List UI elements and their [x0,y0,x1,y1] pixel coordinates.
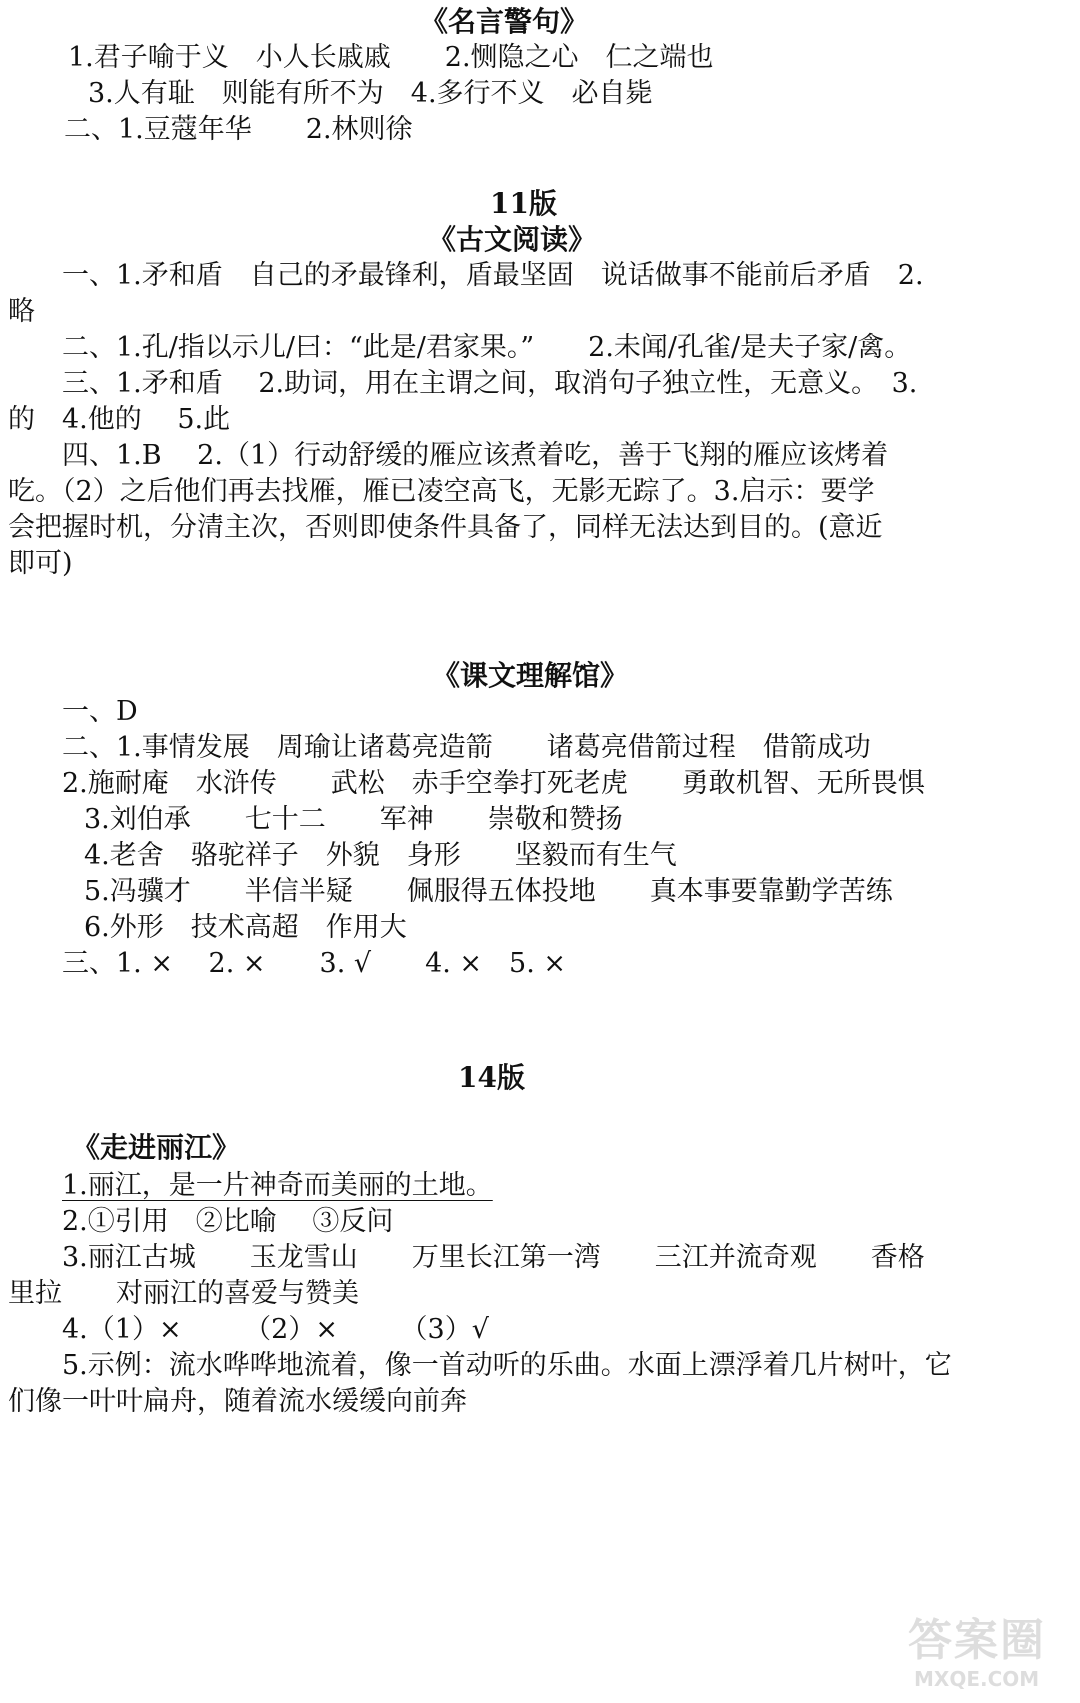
section-title-guwen: 《古文阅读》 [428,223,597,256]
section-title-kewen: 《课文理解馆》 [432,659,629,692]
answer-line: 一、D [62,696,138,727]
edition-heading-11: 11版 [490,187,557,220]
answer-line: 二、1.豆蔻年华 2.林则徐 [64,114,413,145]
answer-line: 二、1.孔/指以示儿/曰：“此是/君家果。” 2.未闻/孔雀/是夫子家/禽。 [62,332,912,363]
answer-line: 会把握时机，分清主次，否则即使条件具备了，同样无法达到目的。(意近 [8,512,883,543]
answer-line: 一、1.矛和盾 自己的矛最锋利，盾最坚固 说话做事不能前后矛盾 2. [62,260,924,291]
answer-line: 4.老舍 骆驼祥子 外貌 身形 坚毅而有生气 [84,840,677,871]
answer-line: 2.施耐庵 水浒传 武松 赤手空拳打死老虎 勇敢机智、无所畏惧 [62,768,925,799]
answer-line: 四、1.B 2.（1）行动舒缓的雁应该煮着吃，善于飞翔的雁应该烤着 [62,440,889,471]
answer-line: 4.（1）× （2）× （3）√ [62,1314,489,1345]
answer-line: 3.人有耻 则能有所不为 4.多行不义 必自毙 [88,78,653,109]
answer-line: 3.丽江古城 玉龙雪山 万里长江第一湾 三江并流奇观 香格 [62,1242,925,1273]
watermark-logo: 答案圈 [908,1615,1046,1666]
answer-line: 略 [8,296,35,327]
answer-line: 5.示例：流水哗哗地流着，像一首动听的乐曲。水面上漂浮着几片树叶，它 [62,1350,952,1381]
answer-line: 3.刘伯承 七十二 军神 崇敬和赞扬 [84,804,623,835]
answer-line: 二、1.事情发展 周瑜让诸葛亮造箭 诸葛亮借箭过程 借箭成功 [62,732,871,763]
watermark-url: MXQE.COM [914,1667,1040,1691]
section-title-mingyan: 《名言警句》 [420,5,589,38]
answer-line: 2.①引用 ②比喻 ③反问 [62,1206,394,1237]
section-title-lijiang: 《走进丽江》 [72,1131,241,1164]
answer-line: 们像一叶叶扁舟，随着流水缓缓向前奔 [8,1386,467,1417]
answer-line: 里拉 对丽江的喜爱与赞美 [8,1278,359,1309]
answer-line: 即可) [8,548,73,579]
answer-line: 1.君子喻于义 小人长戚戚 2.恻隐之心 仁之端也 [68,42,714,73]
answer-line: 的 4.他的 5.此 [8,404,231,435]
answer-line: 吃。（2）之后他们再去找雁，雁已凌空高飞，无影无踪了。3.启示：要学 [8,476,875,507]
answer-line: 5.冯骥才 半信半疑 佩服得五体投地 真本事要靠勤学苦练 [84,876,893,907]
answer-line: 三、1. × 2. × 3. √ 4. × 5. × [62,948,566,979]
answer-line: 6.外形 技术高超 作用大 [84,912,407,943]
answer-line: 三、1.矛和盾 2.助词，用在主谓之间，取消句子独立性，无意义。 3. [62,368,918,399]
answer-line: 1.丽江，是一片神奇而美丽的土地。 [62,1170,493,1201]
edition-heading-14: 14版 [458,1061,525,1094]
watermark [908,1615,1058,1693]
